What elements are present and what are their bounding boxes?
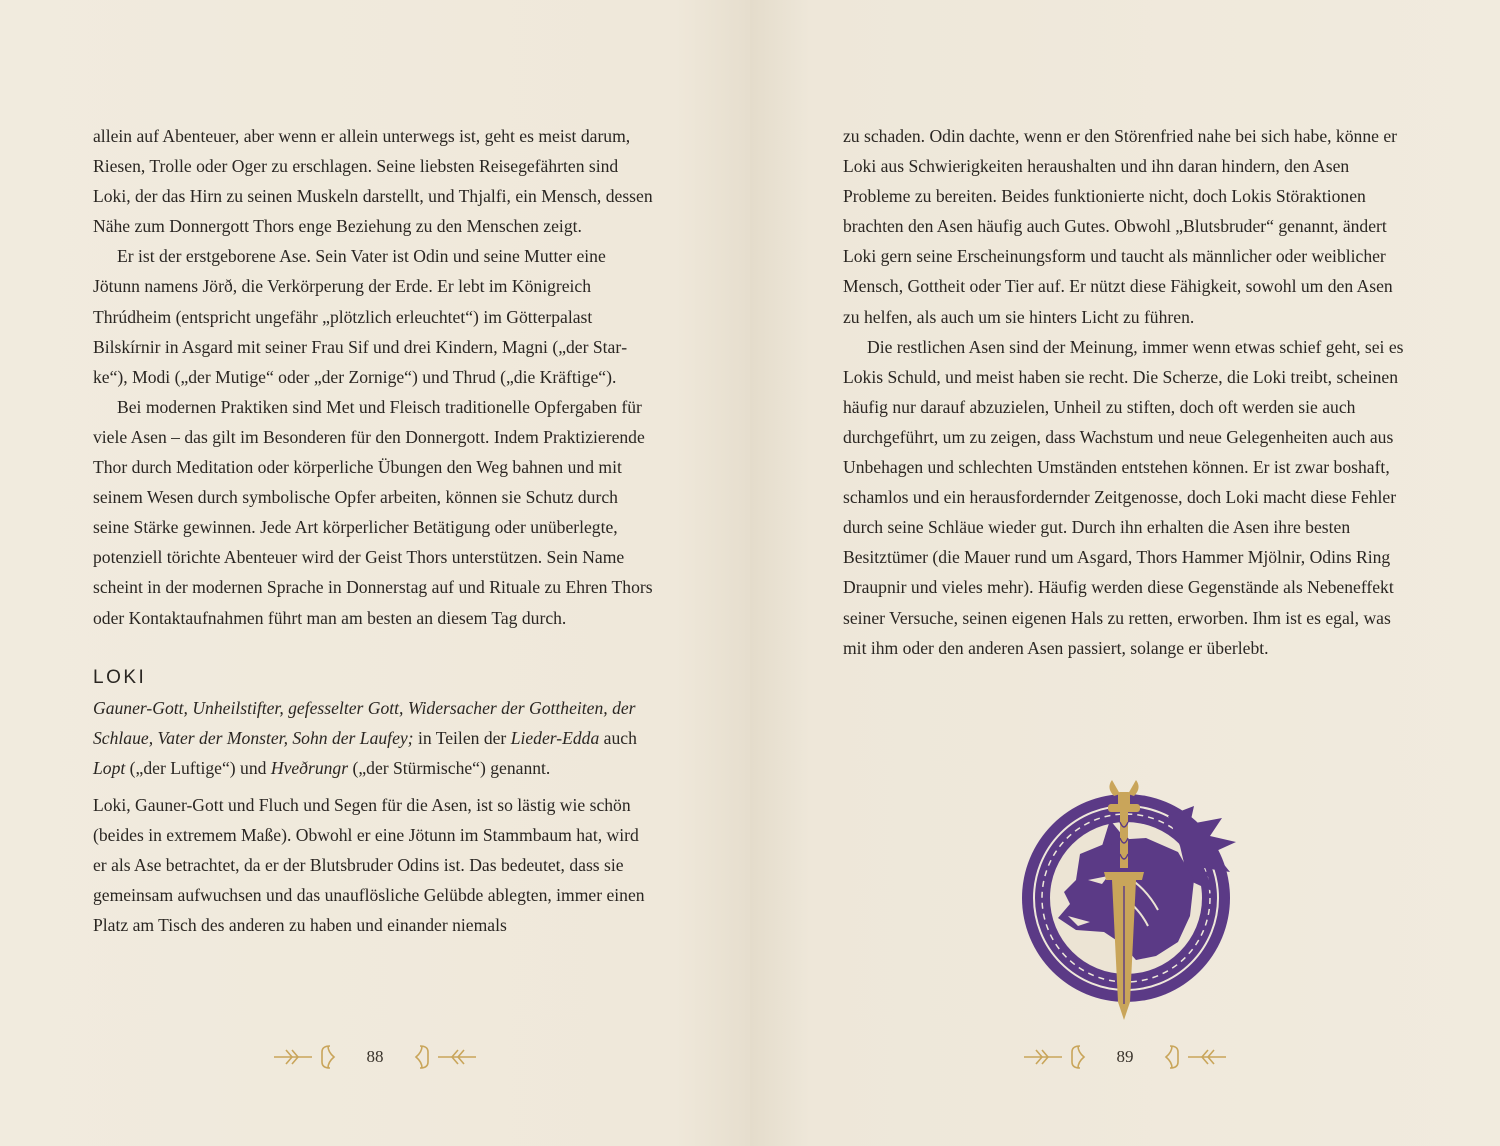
folio-ornament-right-icon	[1158, 1042, 1228, 1072]
paragraph: allein auf Abenteuer, aber wenn er allein unterwegs ist, geht es meist darum, Riesen, Trolle oder Oger zu erschlagen. Seine liebsten Reisegefährten sind Loki, der das Hirn zu seinen Muskeln darstellt, und Thjalfi, ein Mensch, dessen Nähe zum Donnergott Thors enge Beziehung zu den Menschen zeigt.	[93, 126, 653, 237]
folio-ornament-right-icon	[408, 1042, 478, 1072]
section-heading-loki: LOKI	[93, 666, 147, 688]
epithet-text: auch	[599, 727, 637, 748]
paragraph: Die restlichen Asen sind der Meinung, immer wenn etwas schief geht, sei es Lokis Schuld, und meist haben sie recht. Die Scherze, die Loki treibt, scheinen häufig nur darauf abzuzielen, Unheil zu stiften, doch oft werden sie auch durchgeführt, um zu zeigen, dass Wachstum und neue Gelegenheiten auch aus Unbehagen und schlechten Umständen entstehen können. Er ist zwar boshaft, schamlos und ein herausfordernder Zeitgenosse, doch Loki macht diese Fehler durch seine Schläue wieder gut. Durch ihn erhalten die Asen ihre besten Besitztümer (die Mauer rund um Asgard, Thors Hammer Mjölnir, Odins Ring Draupnir und vieles mehr). Häufig werden diese Gegenstände als Nebeneffekt seiner Versuche, seinen eigenen Hals zu retten, erworben. Ihm ist es egal, was mit ihm oder den anderen Asen passiert, solange er überlebt.	[843, 336, 1404, 658]
epithet-italic: Lieder-Edda	[510, 727, 600, 748]
left-page-text	[93, 121, 655, 940]
folio-right	[750, 1040, 1500, 1074]
folio-left	[0, 1040, 750, 1074]
paragraph: zu schaden. Odin dachte, wenn er den Störenfried nahe bei sich habe, könne er Loki aus Schwierigkeiten heraushalten und ihn daran hindern, den Asen Probleme zu bereiten. Beides funktionierte nicht, doch Lokis Störaktionen brachten den Asen häufig auch Gutes. Obwohl „Blutsbruder“ genannt, ändert Loki gern seine Erscheinungsform und taucht als männlicher oder weiblicher Mensch, Gottheit oder Tier auf. Er nützt diese Fähigkeit, sowohl um den Asen zu helfen, als auch um sie hinters Licht zu führen.	[843, 126, 1397, 327]
folio-ornament-left-icon	[272, 1042, 342, 1072]
paragraph: Loki, Gauner-Gott und Fluch und Segen für die Asen, ist so lästig wie schön (beides in extremem Maße). Obwohl er eine Jötunn im Stammbaum hat, wird er als Ase betrachtet, da er der Blutsbruder Odins ist. Das bedeutet, dass sie gemeinsam aufwuchsen und das unauflösliche Gelübde ablegten, immer einen Platz am Tisch des anderen zu haben und einander niemals	[93, 794, 645, 936]
right-page-text	[843, 121, 1405, 663]
epithet-italic: Hveðrungr	[270, 757, 349, 778]
paragraph: Er ist der erstgeborene Ase. Sein Vater ist Odin und seine Mutter eine Jötunn namens Jörð, die Verkörperung der Erde. Er lebt im Königreich Thrúdheim (entspricht ungefähr „plötzlich erleuchtet“) im Götterpalast Bilskírnir in Asgard mit seiner Frau Sif und drei Kindern, Magni („der Starke“), Modi („der Mutige“ oder „der Zornige“) und Thrud („die Kräftige“).	[93, 246, 628, 387]
folio-ornament-left-icon	[1022, 1042, 1092, 1072]
right-page	[750, 0, 1500, 1146]
page-number: 88	[366, 1047, 384, 1066]
epithet-text: („der Stürmische“) genannt.	[348, 757, 551, 778]
epithet-italic: Gauner-Gott, Unheilstifter, gefesselter Gott, Widersacher der Gottheiten, der Schlaue, Vater der Monster, Sohn der Laufey;	[93, 697, 636, 748]
epithet-italic: Lopt	[93, 757, 126, 778]
page-number: 89	[1116, 1047, 1134, 1066]
epithet-text: in Teilen der	[413, 727, 511, 748]
loki-epithets	[93, 693, 655, 783]
epithet-text: („der Luftige“) und	[125, 757, 271, 778]
paragraph: Bei modernen Praktiken sind Met und Fleisch traditionelle Opfergaben für viele Asen – das gilt im Besonderen für den Donnergott. Indem Praktizierende Thor durch Meditation oder körperliche Übungen den Weg bahnen und mit seinem Wesen durch symbolische Opfer arbeiten, können sie Schutz durch seine Stärke gewinnen. Jede Art körperlicher Betätigung oder unüberlegte, potenziell törichte Abenteuer wird der Geist Thors unterstützen. Sein Name scheint in der modernen Sprache in Donnerstag auf und Rituale zu Ehren Thors oder Kontaktaufnahmen führt man am besten an diesem Tag durch.	[93, 396, 653, 628]
wolf-dagger-emblem-icon	[1018, 776, 1238, 1026]
